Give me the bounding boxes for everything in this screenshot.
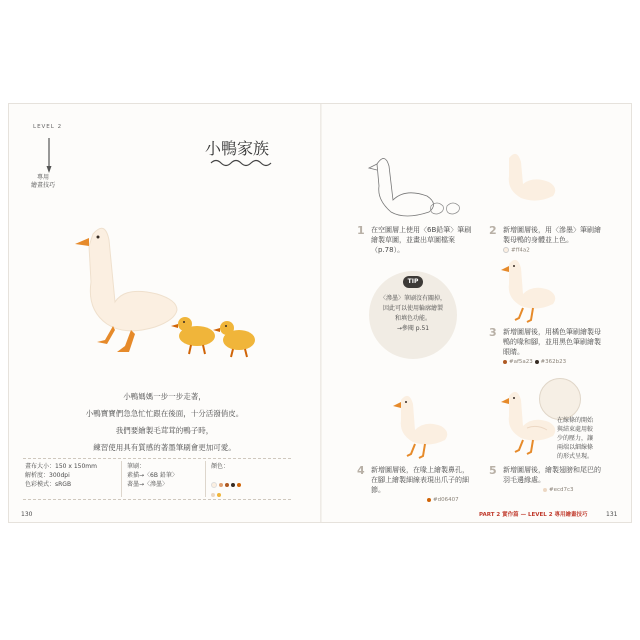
body-text — [9, 388, 320, 456]
zoom-line-1: 在線條的開始 — [557, 417, 594, 424]
zoom-line-5: 的形式呈現。 — [557, 453, 594, 460]
step-4-line-3: 節。 — [371, 486, 385, 494]
tool-label-2: 繪畫技巧 — [31, 182, 56, 189]
zoom-line-2: 與結束處用較 — [557, 426, 594, 433]
step-3-hex-1: #af5a23 — [509, 359, 533, 365]
zoom-line-3: 少的壓力，讓 — [557, 435, 594, 442]
tip-line-3: 和填色功能。 — [394, 315, 431, 322]
step-3-hex-2: #362b23 — [540, 359, 567, 365]
info-box — [23, 458, 291, 500]
step-2-color — [503, 247, 601, 254]
step-4-line-1: 新增圖層後，在喙上繪製鼻孔， — [371, 466, 469, 474]
step-4-color — [427, 497, 469, 503]
title-wave — [209, 158, 279, 168]
step-4-text — [371, 465, 469, 503]
sketch-illustration — [365, 150, 465, 222]
tip-line-4: →參閱 p.51 — [396, 325, 430, 332]
step-1-number: 1 — [357, 224, 365, 237]
book-spread — [8, 103, 632, 523]
zoom-line-4: 兩端以細線條 — [557, 444, 594, 451]
step4-illustration — [389, 390, 459, 462]
body-line-1: 小鴨媽媽一步一步走著， — [123, 392, 206, 401]
step-5-hex: #ecd7c3 — [549, 487, 574, 493]
info-mode: 色彩模式：sRGB — [25, 481, 72, 488]
level-label: LEVEL 2 — [33, 124, 63, 130]
step-1-text — [371, 225, 471, 255]
body-line-4: 練習使用具有質感的著墨筆刷會更加可愛。 — [93, 443, 236, 452]
tip-badge: TIP — [403, 276, 423, 288]
body-line-3: 我們要繪製毛茸茸的鴨子時， — [115, 426, 214, 435]
info-brush-1: 素描→〈6B 鉛筆〉 — [127, 472, 178, 479]
step-3-line-2: 鴨的喙和腳，並用黑色筆刷繪製 — [503, 338, 601, 346]
page-title: 小鴨家族 — [205, 139, 270, 158]
info-size: 畫布大小：150 x 150mm — [25, 463, 97, 470]
info-brush-title: 筆刷： — [127, 463, 146, 470]
step-1-line-1: 在空圖層上使用〈6B鉛筆〉筆刷 — [371, 226, 472, 234]
step-2-line-1: 新增圖層後，用〈滲墨〉筆刷繪 — [503, 226, 601, 234]
duck-family-illustration — [65, 212, 265, 362]
tool-label-1: 專用 — [37, 174, 50, 181]
zoom-note — [557, 416, 593, 461]
step-2-hex: #ff4a2 — [511, 247, 530, 254]
step-1-line-2: 繪製草圖，並畫出草圖檔案 — [371, 236, 455, 244]
step-4-number: 4 — [357, 464, 365, 477]
zoom-circle — [539, 378, 581, 420]
step-4-line-2: 在腳上繪製細線表現出爪子的細 — [371, 476, 469, 484]
book-gutter — [320, 104, 322, 522]
step-3-line-3: 眼睛。 — [503, 348, 524, 356]
step-3-number: 3 — [489, 326, 497, 339]
body-line-2: 小鴨寶寶們急急忙忙跟在後面，十分活潑俏皮。 — [85, 409, 244, 418]
step-2-number: 2 — [489, 224, 497, 237]
step-3-text — [503, 327, 601, 365]
left-page-number: 130 — [21, 511, 33, 518]
tip-line-2: 因此可以使用輪廓繪製 — [382, 305, 443, 312]
step-3-line-1: 新增圖層後，用橘色筆刷繪製母 — [503, 328, 601, 336]
step-5-text — [503, 465, 601, 493]
step-1-line-3: （p.78）。 — [371, 246, 405, 254]
step-2-line-2: 製母鴨的身體並上色。 — [503, 236, 573, 244]
info-dpi: 解析度：300dpi — [25, 472, 70, 479]
step-2-text — [503, 225, 601, 254]
right-page-number: 131 — [606, 511, 618, 518]
step-5-number: 5 — [489, 464, 497, 477]
step2-illustration — [497, 150, 567, 210]
color-swatches-2 — [211, 484, 223, 503]
info-brush-2: 著墨→〈滲墨〉 — [127, 481, 169, 488]
step-5-line-1: 新增圖層後，繪製翅膀和尾巴的 — [503, 466, 601, 474]
step3-illustration — [497, 254, 567, 326]
step-5-line-2: 羽毛邊緣處。 — [503, 476, 545, 484]
info-color-title: 顏色： — [211, 463, 230, 470]
right-footer: PART 2 實作篇 — LEVEL 2 專用繪畫技巧 — [479, 512, 588, 518]
tip-line-1: 〈滲墨〉筆刷沒有關掉， — [379, 295, 446, 302]
step-4-hex: #d06407 — [433, 497, 459, 503]
step-3-colors — [503, 359, 601, 365]
step-5-color — [543, 487, 601, 493]
tip-text — [369, 294, 457, 334]
